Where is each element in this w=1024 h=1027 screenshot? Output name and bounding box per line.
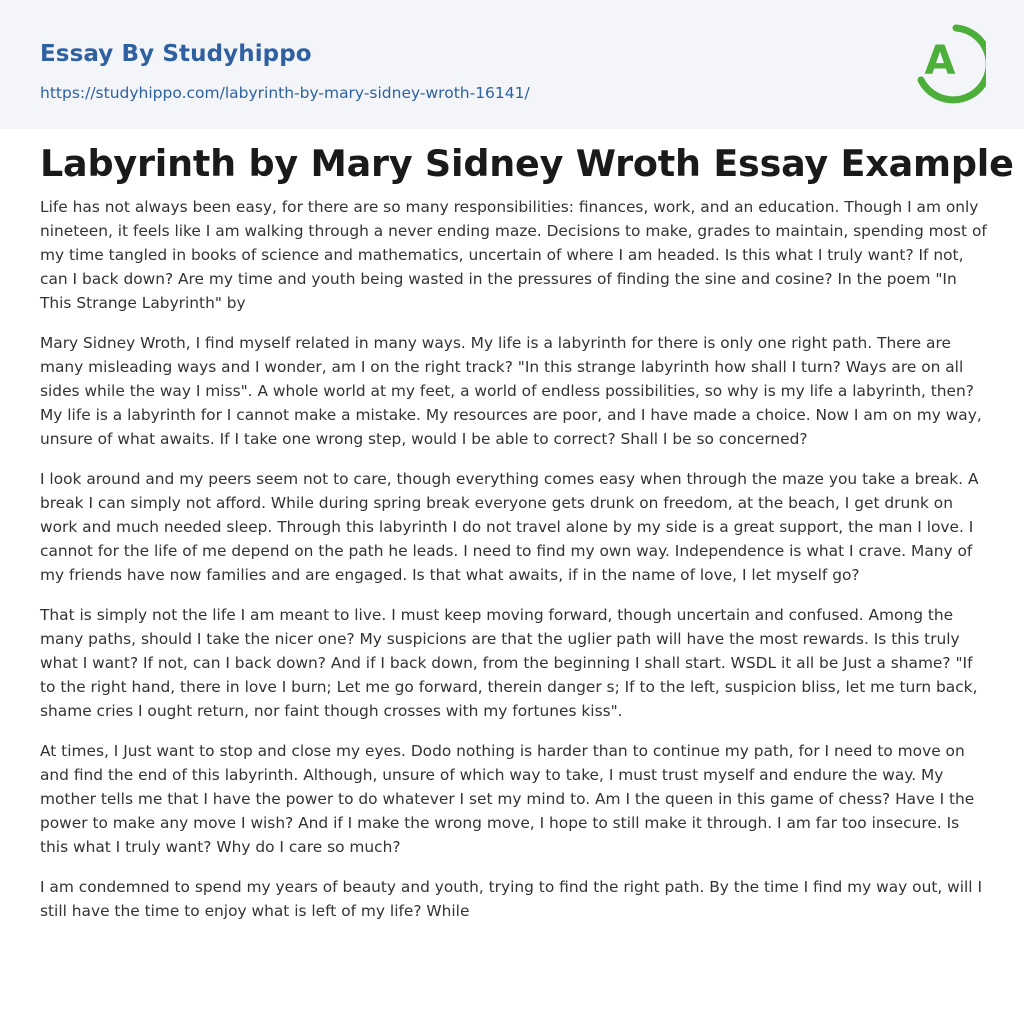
source-url-link[interactable]: https://studyhippo.com/labyrinth-by-mary-sidney-wroth-16141/ [40, 84, 530, 102]
essay-body [40, 195, 990, 939]
page-title: Labyrinth by Mary Sidney Wroth Essay Example [40, 142, 1014, 185]
essay-paragraph: I look around and my peers seem not to care, though everything comes easy when through the maze you take a break. A break I can simply not afford. While during spring break everyone gets drunk on freedom, at the beach, I get drunk on work and much needed sleep. Through this labyrinth I do not travel alone by my side is a great support, the man I love. I cannot for the life of me depend on the path he leads. I need to find my own way. Independence is what I crave. Many of my friends have now families and are engaged. Is that what awaits, if in the name of love, I let myself go? [40, 470, 979, 584]
essay-paragraph: Life has not always been easy, for there are so many responsibilities: finances, work, and an education. Though I am only nineteen, it feels like I am walking through a never ending maze. Decisions to make, grades to maintain, spending most of my time tangled in books of science and mathematics, uncertain of where I am headed. Is this what I truly want? If not, can I back down? Are my time and youth being wasted in the pressures of finding the sine and cosine? In the poem "In This Strange Labyrinth" by [40, 198, 987, 312]
studyhippo-logo-icon[interactable] [912, 18, 986, 106]
essay-paragraph: I am condemned to spend my years of beauty and youth, trying to find the right path. By the time I find my way out, will I still have the time to enjoy what is left of my life? While [40, 878, 982, 920]
essay-paragraph: Mary Sidney Wroth, I find myself related in many ways. My life is a labyrinth for there is only one right path. There are many misleading ways and I wonder, am I on the right track? "In this strange labyrinth how shall I turn? Ways are on all sides while the way I miss". A whole world at my feet, a world of endless possibilities, so why is my life a labyrinth, then? My life is a labyrinth for I cannot make a mistake. My resources are poor, and I have made a choice. Now I am on my way, unsure of what awaits. If I take one wrong step, would I be able to correct? Shall I be so concerned? [40, 334, 982, 448]
logo-letter: A [924, 38, 956, 84]
essay-paragraph: That is simply not the life I am meant to live. I must keep moving forward, though uncertain and confused. Among the many paths, should I take the nicer one? My suspicions are that the uglier path will have the most rewards. Is this truly what I want? If not, can I back down? And if I back down, from the beginning I shall start. WSDL it all be Just a shame? "If to the right hand, there in love I burn; Let me go forward, therein danger s; If to the left, suspicion bliss, let me turn back, shame cries I ought return, nor faint though crosses with my fortunes kiss". [40, 606, 978, 720]
essay-paragraph: At times, I Just want to stop and close my eyes. Dodo nothing is harder than to continue my path, for I need to move on and find the end of this labyrinth. Although, unsure of which way to take, I must trust myself and endure the way. My mother tells me that I have the power to do whatever I set my mind to. Am I the queen in this game of chess? Have I the power to make any move I wish? And if I make the wrong move, I hope to still make it through. I am far too insecure. Is this what I truly want? Why do I care so much? [40, 742, 975, 856]
site-brand[interactable]: Essay By Studyhippo [40, 41, 312, 67]
site-header [0, 0, 1024, 129]
